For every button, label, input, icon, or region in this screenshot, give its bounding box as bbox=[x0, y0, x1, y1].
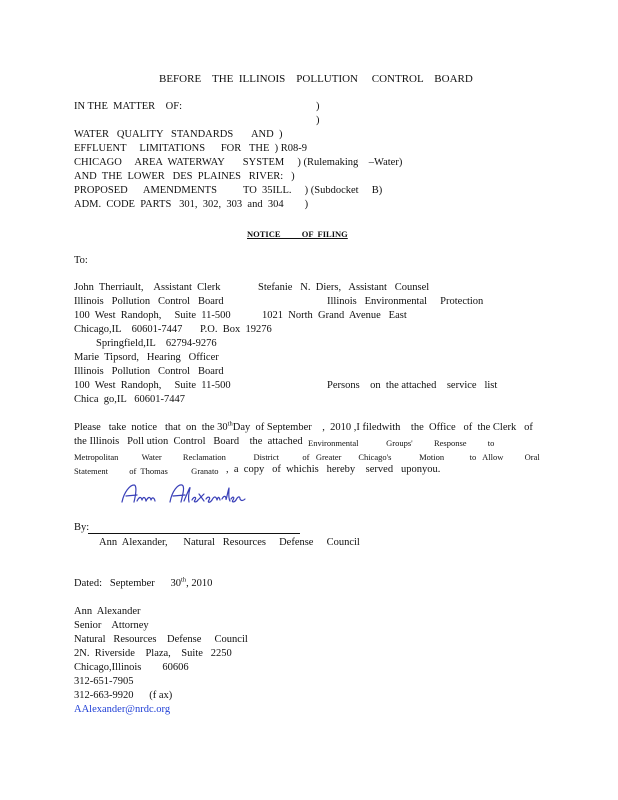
by-label: By: bbox=[74, 522, 90, 533]
recipient-board: Illinois Pollution Control Board bbox=[74, 366, 224, 377]
contact-city: Chicago,Illinois 60606 bbox=[74, 662, 189, 673]
recipient-service-list: Persons on the attached service list bbox=[327, 380, 498, 391]
recipient-city: Springfield,IL 62794-9276 bbox=[96, 338, 217, 349]
caption-paren: ) bbox=[316, 101, 320, 112]
body-line: , a copy of whichis hereby served uponyou. bbox=[226, 464, 441, 475]
recipient-clerk-name: John Therriault, Assistant Clerk bbox=[74, 282, 221, 293]
caption-line: WATER QUALITY STANDARDS AND ) bbox=[74, 129, 283, 140]
signature-image bbox=[118, 482, 268, 516]
recipient-address: 1021 North Grand Avenue East bbox=[262, 310, 407, 321]
caption-paren: ) bbox=[316, 115, 320, 126]
caption-in-the-matter: IN THE MATTER OF: bbox=[74, 101, 183, 112]
contact-title: Senior Attorney bbox=[74, 620, 149, 631]
recipient-counsel-name: Stefanie N. Diers, Assistant Counsel bbox=[258, 282, 430, 293]
contact-name: Ann Alexander bbox=[74, 606, 141, 617]
to-label: To: bbox=[74, 255, 88, 266]
caption-line: ADM. CODE PARTS 301, 302, 303 and 304 ) bbox=[74, 199, 309, 210]
body-line: the Illinois Poll ution Control Board the attached bbox=[74, 436, 303, 447]
contact-organization: Natural Resources Defense Council bbox=[74, 634, 248, 645]
recipient-hearing-officer: Marie Tipsord, Hearing Officer bbox=[74, 352, 219, 363]
contact-email-link[interactable]: AAlexander@nrdc.org bbox=[74, 704, 171, 715]
contact-fax: 312-663-9920 (f ax) bbox=[74, 690, 173, 701]
recipient-city: Chicago,IL 60601-7447 bbox=[74, 324, 183, 335]
document-title: BEFORE THE ILLINOIS POLLUTION CONTROL BOARD bbox=[159, 73, 473, 85]
body-line-title: Environmental Groups' Response to bbox=[308, 438, 495, 448]
recipient-address: 100 West Randoph, Suite 11-500 bbox=[74, 310, 231, 321]
body-line-title: Statement of Thomas Granato bbox=[74, 466, 219, 476]
caption-line-docket: EFFLUENT LIMITATIONS FOR THE ) R08-9 bbox=[74, 143, 307, 154]
recipient-address: 100 West Randoph, Suite 11-500 bbox=[74, 380, 231, 391]
contact-address: 2N. Riverside Plaza, Suite 2250 bbox=[74, 648, 232, 659]
recipient-board: Illinois Pollution Control Board bbox=[74, 296, 224, 307]
signer-name: Ann Alexander, Natural Resources Defense Council bbox=[99, 537, 360, 548]
contact-phone: 312-651-7905 bbox=[74, 676, 134, 687]
caption-line-subdocket: PROPOSED AMENDMENTS TO 35ILL. ) (Subdocket B) bbox=[74, 185, 383, 196]
body-line: Please take notice that on the 30thDay of September , 2010 ,I filedwith the Office of the Clerk of bbox=[74, 420, 533, 433]
dated-line: Dated: September 30th, 2010 bbox=[74, 576, 213, 589]
body-line-title: Metropolitan Water Reclamation District of Greater Chicago's Motion to Allow Oral bbox=[74, 452, 540, 462]
caption-line: AND THE LOWER DES PLAINES RIVER: ) bbox=[74, 171, 295, 182]
recipient-city: Chica go,IL 60601-7447 bbox=[74, 394, 186, 405]
notice-of-filing-heading: NOTICE OF FILING bbox=[247, 229, 348, 239]
signature-line bbox=[88, 533, 300, 534]
recipient-po-box: P.O. Box 19276 bbox=[200, 324, 272, 335]
caption-line-rulemaking: CHICAGO AREA WATERWAY SYSTEM ) (Rulemaking –Water) bbox=[74, 157, 403, 168]
recipient-agency: Illinois Environmental Protection bbox=[327, 296, 484, 307]
